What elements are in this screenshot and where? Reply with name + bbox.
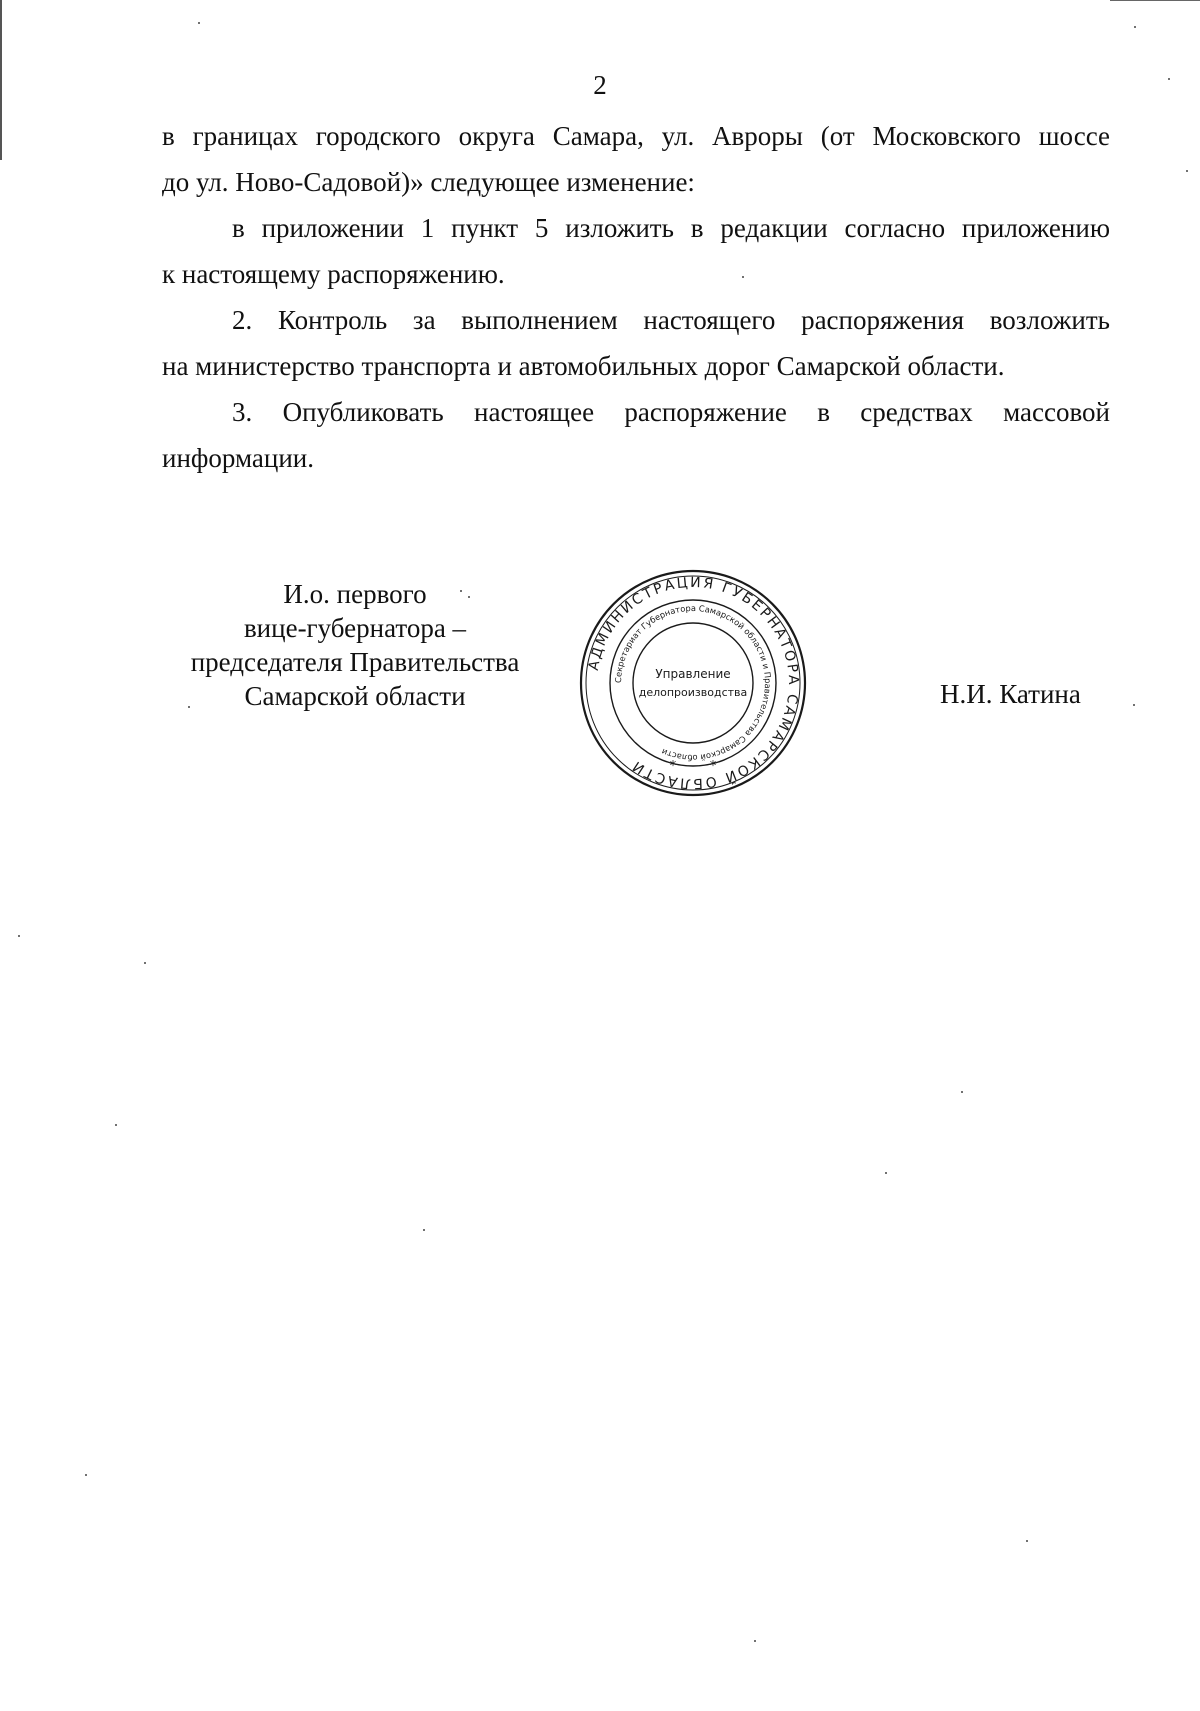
paragraph-item-3 [162,389,1110,481]
text-line: информации. [162,443,314,473]
page-number: 2 [593,70,607,100]
scan-speck [423,1229,425,1231]
scan-speck [460,590,462,592]
scan-speck [742,276,744,278]
seal-center-line2: делопроизводства [638,686,748,699]
paragraph-amendment [162,205,1110,297]
text-line: в границах городского округа Самара, ул. Авроры (от Московского шоссе [162,121,1110,151]
signer-name: Н.И. Катина [940,679,1081,709]
scan-speck [85,1474,87,1476]
scan-speck [144,962,146,964]
paragraph-item-2 [162,297,1110,389]
scan-speck [1186,170,1188,172]
scan-top-mark [1110,0,1200,1]
official-seal [578,568,808,798]
text-line: 2. Контроль за выполнением настоящего распоряжения возложить [232,305,1110,335]
text-line: к настоящему распоряжению. [162,259,505,289]
scan-speck [885,1172,887,1174]
seal-middle-ring [610,600,776,766]
text-line: 3. Опубликовать настоящее распоряжение в средствах массовой [232,397,1110,427]
scan-speck [115,1124,117,1126]
seal-center-line1: Управление [655,667,731,681]
paragraph-continuation [162,113,1110,205]
text-line: до ул. Ново-Садовой)» следующее изменение: [162,167,695,197]
scan-speck [468,596,470,598]
position-line: Самарской области [244,681,466,711]
seal-star-icon: * [709,759,717,774]
text-line: в приложении 1 пункт 5 изложить в редакции согласно приложению [232,213,1110,243]
scan-speck [1168,78,1170,80]
signatory-position [170,577,540,713]
seal-inner-ring [633,623,753,743]
scan-speck [754,1640,756,1642]
scan-speck [18,935,20,937]
position-line: И.о. первого [283,579,427,609]
scan-speck [198,22,200,24]
seal-inner-text: Секретариат Губернатора Самарской области и Правительства Самарской области [612,602,774,764]
seal-star-icon: * [669,759,677,774]
scan-speck [1133,704,1135,706]
position-line: председателя Правительства [190,647,520,677]
scan-speck [1134,26,1136,28]
position-line: вице-губернатора – [243,613,467,643]
scan-speck [188,706,190,708]
seal-outer-text: АДМИНИСТРАЦИЯ ГУБЕРНАТОРА САМАРСКОЙ ОБЛАСТИ [585,574,802,792]
text-line: на министерство транспорта и автомобильных дорог Самарской области. [162,351,1005,381]
scan-speck [1026,1540,1028,1542]
document-body [162,113,1110,481]
scan-speck [961,1091,963,1093]
